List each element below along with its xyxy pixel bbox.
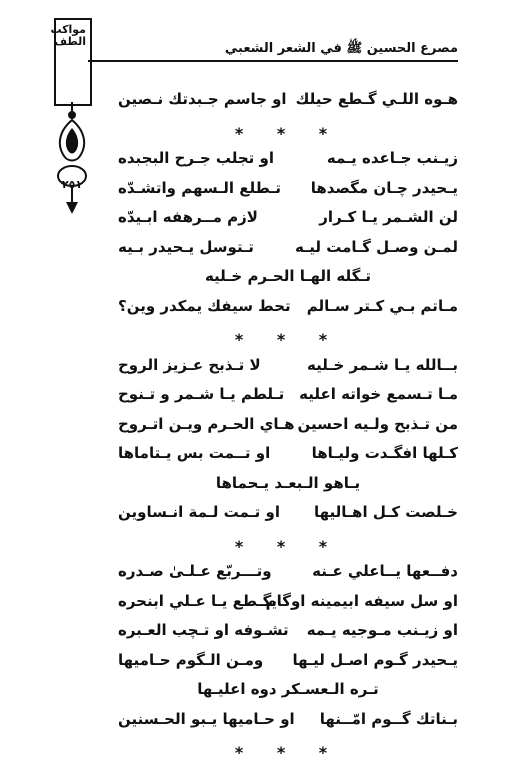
poem-verse-line	[118, 710, 458, 736]
page-number: ٢٥١	[61, 178, 83, 191]
second-hemistich: هـاي الحـرم ويـن اتـروح	[118, 414, 295, 433]
poem-verse-line	[118, 415, 458, 441]
refrain-text: تـره الـعسـكر دوه اعليـها	[197, 680, 379, 698]
poem-verse-line	[118, 621, 458, 647]
asterisk-separator: * * *	[234, 536, 342, 556]
first-hemistich: بــالله يـا شـمر خـليه	[307, 355, 458, 374]
first-hemistich: من تـذبح ولـيه احسين	[297, 414, 458, 433]
poem-refrain-line	[118, 680, 458, 706]
first-hemistich: يـحيدر گـوم اصـل ليـها	[292, 650, 458, 669]
second-hemistich: او تــمت بس يـتاماها	[118, 444, 271, 462]
poem-refrain-line	[118, 474, 458, 500]
header-title: مصرع الحسين ﷺ في الشعر الشعبي	[224, 41, 458, 56]
emblem-calligraphy: مواكب الطف	[50, 23, 86, 48]
poem-verse-line	[118, 90, 458, 116]
second-hemistich: يگـطع يـا عـلي ابنحره	[118, 591, 277, 610]
refrain-text: يـاهو الـبعـد يـحماها	[215, 473, 361, 492]
stanza-separator	[118, 739, 458, 765]
poem-verse-line	[118, 208, 458, 234]
poem-verse-line	[118, 562, 458, 588]
second-hemistich: لا تـذبح عـزيز الروح	[118, 355, 261, 374]
stanza-separator	[118, 120, 458, 146]
second-hemistich: او تجلب جـرح البجبده	[118, 149, 275, 167]
poem-verse-line	[118, 297, 458, 323]
second-hemistich: وتـــربّع عـلـىٰ صـدره	[118, 562, 272, 580]
poem-verse-line	[118, 238, 458, 264]
first-hemistich: دفــعها يــاعلي عـنه	[312, 562, 458, 580]
first-hemistich: كـلها افگـدت وليـاها	[311, 444, 458, 462]
poem-verse-line	[118, 149, 458, 175]
second-hemistich: تـتوسل يـحيدر بـيه	[118, 237, 254, 256]
poem-verse-line	[118, 385, 458, 411]
poem-verse-line	[118, 503, 458, 529]
first-hemistich: زيـنب جـاعده يـمه	[326, 149, 458, 167]
asterisk-separator: * * *	[234, 743, 342, 762]
first-hemistich: بـناتك گــوم امّــنها	[319, 709, 458, 728]
first-hemistich: خـلصت كـل اهـاليها	[314, 503, 458, 521]
first-hemistich: مـاتم بـي كـتر سـالم	[306, 296, 458, 315]
first-hemistich: هـوه اللـي گـطع حيلك	[295, 90, 458, 108]
emblem-frame	[50, 18, 92, 106]
second-hemistich: تـطلع الـسهم واتشـدّه	[118, 178, 282, 197]
refrain-text: تـگله الهـا الحـرم خـليه	[204, 267, 372, 285]
poem-verse-line	[118, 444, 458, 470]
second-hemistich: تحط سيفك يمكدر وين؟	[118, 296, 291, 315]
second-hemistich: لازم مــرهفه ابـيدّه	[118, 208, 258, 226]
first-hemistich: لن الشـمر يـا كـرار	[319, 208, 458, 226]
second-hemistich: تشـوفه او تـچب العـبره	[118, 621, 289, 639]
poem-verse-line	[118, 179, 458, 205]
stanza-separator	[118, 326, 458, 352]
running-header	[88, 40, 458, 60]
second-hemistich: او حـاميها يـبو الحـسنين	[118, 709, 295, 728]
second-hemistich: او تـمت لـمة انـساوين	[118, 503, 280, 521]
first-hemistich: او زيـنب مـوجيه يـمه	[306, 621, 458, 639]
second-hemistich: او جاسم جـبدتك نـصين	[118, 90, 287, 108]
poem-verse-line	[118, 592, 458, 618]
poem-refrain-line	[118, 267, 458, 293]
first-hemistich: مـا تـسمع خواته اعليه	[299, 385, 458, 403]
second-hemistich: تـلطم يـا شـمر و تـنوح	[118, 385, 285, 403]
ornament-icon	[52, 102, 92, 217]
asterisk-separator: * * *	[234, 330, 342, 349]
poem-verse-line	[118, 651, 458, 677]
first-hemistich: او سل سيفه ابيمينه اوگام	[265, 591, 458, 610]
asterisk-separator: * * *	[234, 123, 342, 143]
second-hemistich: ومـن الـگوم حـاميها	[118, 650, 264, 669]
first-hemistich: يـحيدر چـان مگصدها	[310, 178, 458, 197]
stanza-separator	[118, 533, 458, 559]
poem-verse-line	[118, 356, 458, 382]
header-rule	[88, 60, 458, 62]
first-hemistich: لمـن وصـل گـامت ليـه	[295, 237, 458, 256]
